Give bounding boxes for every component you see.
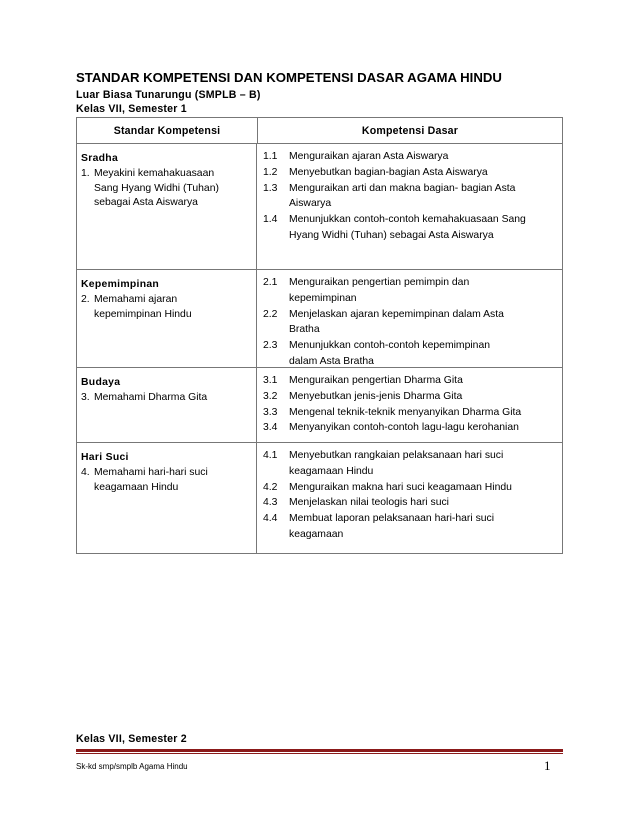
kd-text-line: Menunjukkan contoh-contoh kepemimpinan xyxy=(289,340,491,352)
kd-text-line: Menguraikan makna hari suci keagamaan Hindu xyxy=(289,481,512,493)
sk-number: 3. xyxy=(81,391,90,403)
kd-number: 3.4 xyxy=(263,422,278,434)
standar-kompetensi-cell xyxy=(77,144,257,269)
kd-number: 4.4 xyxy=(263,513,278,525)
kd-text-line: Menguraikan pengertian Dharma Gita xyxy=(289,375,463,386)
kd-text-line: Menyanyikan contoh-contoh lagu-lagu kerohanian xyxy=(289,422,519,434)
kd-text xyxy=(289,448,556,480)
kd-text-line: Menyebutkan bagian-bagian Asta Aiswarya xyxy=(289,166,488,178)
kd-text xyxy=(289,275,556,307)
table-header xyxy=(77,118,562,144)
kd-text-line: keagamaan xyxy=(289,528,344,540)
kd-number: 1.1 xyxy=(263,151,278,162)
footer-rule-thin xyxy=(76,753,563,754)
kd-number: 1.4 xyxy=(263,214,278,226)
kd-text xyxy=(289,480,556,496)
kd-text-line: Menjelaskan ajaran kepemimpinan dalam Asta xyxy=(289,308,504,320)
kd-text-line: Menguraikan arti dan makna bagian- bagian Asta xyxy=(289,182,516,194)
sk-title: Hari Suci xyxy=(81,452,129,463)
kd-text xyxy=(289,495,556,511)
table-row xyxy=(77,144,562,270)
kd-item xyxy=(263,307,556,339)
kd-number: 3.3 xyxy=(263,406,278,418)
kd-number: 2.2 xyxy=(263,308,278,320)
sk-number: 2. xyxy=(81,293,90,305)
kd-text-line: Bratha xyxy=(289,324,320,336)
sk-text xyxy=(94,466,252,496)
kd-text-line: kepemimpinan xyxy=(289,292,357,304)
kd-number: 1.3 xyxy=(263,182,278,194)
kd-item xyxy=(263,275,556,307)
sk-item xyxy=(81,391,252,406)
kd-number: 4.1 xyxy=(263,450,278,461)
kompetensi-dasar-cell xyxy=(257,368,562,442)
kd-text xyxy=(289,149,556,165)
kd-item xyxy=(263,338,556,370)
kd-item xyxy=(263,389,556,405)
kd-number: 2.3 xyxy=(263,340,278,352)
kd-number: 4.3 xyxy=(263,497,278,509)
kd-text xyxy=(289,181,556,213)
kd-item xyxy=(263,373,556,389)
kd-text xyxy=(289,212,556,244)
kd-text-line: Menyebutkan jenis-jenis Dharma Gita xyxy=(289,390,463,402)
sk-text-line: Sang Hyang Widhi (Tuhan) xyxy=(94,182,219,194)
kd-item xyxy=(263,511,556,543)
sk-item xyxy=(81,466,252,496)
kd-text-line: Aiswarya xyxy=(289,198,332,210)
kd-text xyxy=(289,511,556,543)
sk-number: 4. xyxy=(81,466,90,478)
standar-kompetensi-cell xyxy=(77,270,257,367)
sk-text xyxy=(94,391,252,406)
kd-text xyxy=(289,307,556,339)
kd-text xyxy=(289,373,556,389)
kd-item xyxy=(263,165,556,181)
kd-text-line: Menyebutkan rangkaian pelaksanaan hari suci xyxy=(289,450,504,461)
kd-item xyxy=(263,420,556,436)
sk-number: 1. xyxy=(81,167,90,179)
kd-number: 1.2 xyxy=(263,166,278,178)
sk-text xyxy=(94,293,252,323)
kd-text-line: Menjelaskan nilai teologis hari suci xyxy=(289,497,449,509)
kd-item xyxy=(263,448,556,480)
sk-text-line: sebagai Asta Aiswarya xyxy=(94,197,198,209)
sk-title: Budaya xyxy=(81,377,121,388)
page-number: 1 xyxy=(544,758,551,773)
kompetensi-dasar-cell xyxy=(257,443,562,553)
sk-text-line: Memahami Dharma Gita xyxy=(94,391,208,403)
kd-item xyxy=(263,149,556,165)
standar-kompetensi-cell xyxy=(77,443,257,553)
kd-text xyxy=(289,389,556,405)
document-subtitle: Luar Biasa Tunarungu (SMPLB – B) xyxy=(76,89,261,101)
table-row xyxy=(77,368,562,443)
footer-doc-label: Sk-kd smp/smplb Agama Hindu xyxy=(76,762,188,771)
kd-item xyxy=(263,212,556,244)
kd-item xyxy=(263,480,556,496)
footer-rule xyxy=(76,749,563,752)
kd-item xyxy=(263,181,556,213)
standar-kompetensi-cell xyxy=(77,368,257,442)
kd-text xyxy=(289,405,556,421)
sk-title: Kepemimpinan xyxy=(81,279,160,290)
sk-text-line: Memahami ajaran xyxy=(94,293,178,305)
kd-item xyxy=(263,405,556,421)
table-row xyxy=(77,443,562,553)
class-semester-heading: Kelas VII, Semester 1 xyxy=(76,103,187,115)
kd-text-line: Hyang Widhi (Tuhan) sebagai Asta Aiswarya xyxy=(289,229,494,241)
kd-text xyxy=(289,420,556,436)
kompetensi-dasar-cell xyxy=(257,144,562,269)
competency-table xyxy=(76,117,563,554)
kd-number: 3.2 xyxy=(263,390,278,402)
sk-text-line: kepemimpinan Hindu xyxy=(94,308,192,320)
sk-item xyxy=(81,293,252,323)
kd-number: 2.1 xyxy=(263,277,278,288)
kd-number: 4.2 xyxy=(263,481,278,493)
document-title: STANDAR KOMPETENSI DAN KOMPETENSI DASAR AGAMA HINDU xyxy=(76,70,502,85)
kd-text xyxy=(289,165,556,181)
kd-item xyxy=(263,495,556,511)
sk-text xyxy=(94,167,252,211)
table-row xyxy=(77,270,562,368)
kd-text-line: Membuat laporan pelaksanaan hari-hari suci xyxy=(289,513,495,525)
sk-text-line: keagamaan Hindu xyxy=(94,481,179,493)
kd-text-line: keagamaan Hindu xyxy=(289,465,374,477)
kompetensi-dasar-cell xyxy=(257,270,562,367)
kd-text-line: dalam Asta Bratha xyxy=(289,355,374,367)
sk-text-line: Meyakini kemahakuasaan xyxy=(94,167,215,179)
col-header-kompetensi-dasar: Kompetensi Dasar xyxy=(361,124,459,137)
kd-text-line: Menunjukkan contoh-contoh kemahakuasaan Sang xyxy=(289,214,526,226)
sk-text-line: Memahami hari-hari suci xyxy=(94,466,208,478)
col-header-standar-kompetensi: Standar Kompetensi xyxy=(77,118,258,143)
kd-text xyxy=(289,338,556,370)
kd-text-line: Mengenal teknik-teknik menyanyikan Dharma Gita xyxy=(289,406,522,418)
semester-2-heading: Kelas VII, Semester 2 xyxy=(76,733,187,745)
sk-title: Sradha xyxy=(81,153,119,164)
kd-number: 3.1 xyxy=(263,375,278,386)
sk-item xyxy=(81,167,252,211)
kd-text-line: Menguraikan ajaran Asta Aiswarya xyxy=(289,151,449,162)
kd-text-line: Menguraikan pengertian pemimpin dan xyxy=(289,277,470,288)
